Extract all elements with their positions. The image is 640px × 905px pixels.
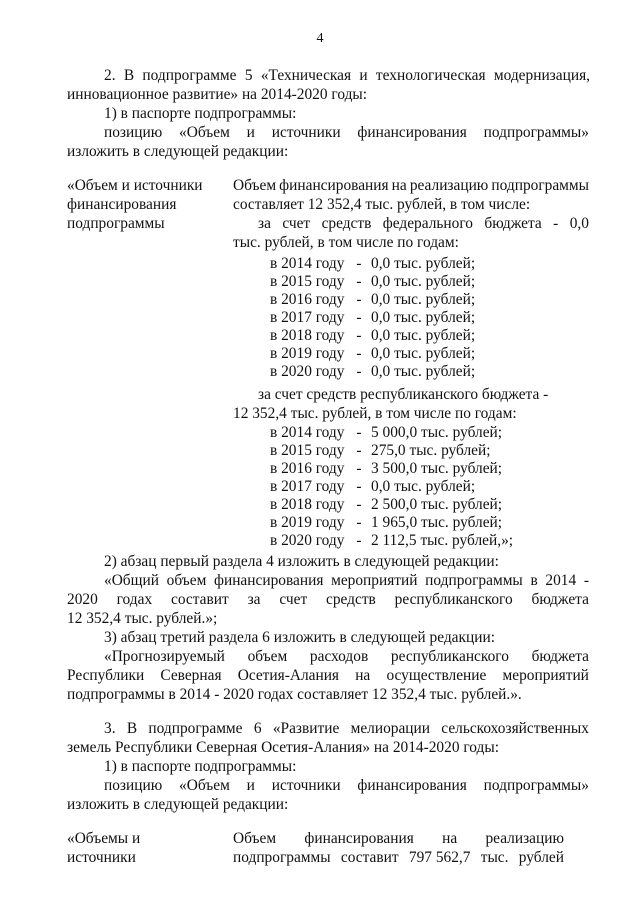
word: 6 — [253, 720, 262, 737]
word: «Объем — [179, 124, 230, 141]
word: финансирования — [357, 777, 467, 794]
word: мелиорации — [350, 720, 430, 737]
financing-amount: 0,0 тыс. рублей; — [371, 291, 476, 308]
section2-heading — [104, 67, 590, 85]
word: «Развитие — [272, 720, 340, 737]
word: объем — [247, 648, 288, 665]
word: технологическая — [375, 67, 486, 84]
financing-dash: - — [356, 291, 362, 308]
word: бюджета — [484, 215, 542, 232]
passport-label-line: источники — [67, 849, 136, 866]
financing-amount: 5 000,0 тыс. рублей; — [371, 424, 503, 441]
financing-amount: 275,0 тыс. рублей; — [371, 442, 491, 459]
word: модернизация, — [493, 67, 590, 84]
financing-dash: - — [356, 514, 362, 531]
word: на — [391, 177, 407, 194]
passport-label-line: «Объем и источники — [67, 177, 203, 194]
section2-item2: 2) абзац первый раздела 4 изложить в следующей редакции: — [104, 553, 499, 570]
page-number: 4 — [316, 31, 324, 46]
word: источники — [271, 777, 341, 794]
financing-year: в 2017 году — [270, 478, 345, 495]
word: подпрограммы — [425, 572, 523, 589]
word: 3. — [104, 720, 116, 737]
word: за — [247, 591, 261, 608]
word: - — [583, 572, 589, 589]
financing-year-row — [270, 345, 475, 363]
financing-year: в 2015 году — [270, 273, 345, 290]
word: осуществление — [386, 667, 487, 684]
financing-year-row — [270, 496, 502, 514]
word: бюджета — [531, 591, 589, 608]
word: объем — [166, 572, 207, 589]
financing-year-row — [270, 514, 502, 532]
financing-year-row — [270, 291, 475, 309]
quote1-line — [104, 572, 589, 590]
section3-total-financing-cont — [233, 849, 564, 867]
word: подпрограммы — [491, 177, 589, 194]
word: реализацию — [409, 177, 489, 194]
word: Северная — [160, 667, 222, 684]
word: федерального — [382, 215, 473, 232]
word: Республики — [67, 667, 145, 684]
word: финансирования — [357, 124, 467, 141]
financing-amount: 0,0 тыс. рублей; — [371, 327, 476, 344]
quote2-line — [104, 648, 589, 666]
financing-amount: 0,0 тыс. рублей; — [371, 255, 476, 272]
financing-year: в 2020 году — [270, 363, 345, 380]
financing-dash: - — [356, 273, 362, 290]
section2-heading-cont: инновационное развитие» на 2014-2020 годы: — [67, 86, 368, 103]
section3-position — [104, 777, 589, 795]
financing-amount: 0,0 тыс. рублей; — [371, 478, 476, 495]
word: и — [246, 124, 255, 141]
quote1-line — [67, 591, 589, 609]
quote1-line: 12 352,4 тыс. рублей.»; — [67, 610, 218, 627]
financing-year-row — [270, 273, 475, 291]
word: - — [553, 215, 559, 232]
financing-dash: - — [356, 345, 362, 362]
financing-year: в 2018 году — [270, 496, 345, 513]
financing-year-row — [270, 363, 475, 381]
financing-dash: - — [356, 255, 362, 272]
financing-year: в 2015 году — [270, 442, 345, 459]
financing-year: в 2014 году — [270, 255, 345, 272]
financing-dash: - — [356, 363, 362, 380]
section3-total-financing — [233, 830, 564, 848]
section3-heading-cont: земель Республики Северная Осетия-Алания» на 2014-2020 годы: — [67, 739, 499, 756]
financing-dash: - — [356, 309, 362, 326]
word: Осетия-Алания — [237, 667, 340, 684]
word: бюджета — [531, 648, 589, 665]
financing-year-row — [270, 442, 491, 460]
word: «Общий — [104, 572, 159, 589]
passport-label-line: «Объемы и — [67, 830, 141, 847]
financing-year-row — [270, 327, 475, 345]
financing-year-row — [270, 460, 502, 478]
word: на — [442, 830, 458, 847]
word: подпрограмме — [142, 67, 237, 84]
section2-item1: 1) в паспорте подпрограммы: — [104, 105, 297, 122]
financing-year-row — [270, 478, 475, 496]
word: 2014 — [545, 572, 577, 589]
republic-budget: за счет средств республиканского бюджета - — [258, 386, 549, 403]
financing-amount: 0,0 тыс. рублей; — [371, 345, 476, 362]
word: мероприятий — [331, 572, 418, 589]
word: Объем — [233, 177, 277, 194]
financing-year-row — [270, 532, 513, 550]
financing-dash: - — [356, 424, 362, 441]
total-financing-cont: составляет 12 352,4 тыс. рублей, в том числе: — [233, 196, 531, 213]
financing-amount: 2 112,5 тыс. рублей,»; — [371, 532, 514, 549]
republic-budget-cont: 12 352,4 тыс. рублей, в том числе по годам: — [233, 405, 517, 422]
word: источники — [271, 124, 341, 141]
word: рублей — [518, 849, 564, 866]
financing-year: в 2018 году — [270, 327, 345, 344]
word: 2. — [104, 67, 116, 84]
word: в — [530, 572, 538, 589]
financing-amount: 1 965,0 тыс. рублей; — [371, 514, 503, 531]
word: подпрограммы» — [483, 124, 589, 141]
financing-year-row — [270, 424, 502, 442]
word: 5 — [244, 67, 253, 84]
section3-heading — [104, 720, 589, 738]
financing-amount: 0,0 тыс. рублей; — [371, 273, 476, 290]
quote2-line — [67, 667, 589, 685]
word: подпрограммы» — [483, 777, 589, 794]
financing-year: в 2017 году — [270, 309, 345, 326]
word: подпрограммы — [233, 849, 331, 866]
passport-label-line: финансирования — [67, 196, 177, 213]
word: республиканского — [390, 648, 509, 665]
word: счет — [282, 215, 311, 232]
section3-position-cont: изложить в следующей редакции: — [67, 796, 289, 813]
federal-budget-cont: тыс. рублей, в том числе по годам: — [233, 234, 459, 251]
word: составит — [340, 849, 399, 866]
financing-year-row — [270, 309, 475, 327]
word: позицию — [104, 777, 163, 794]
passport-label-line: подпрограммы — [67, 215, 165, 232]
word: подпрограмме — [148, 720, 243, 737]
financing-year: в 2014 году — [270, 424, 345, 441]
financing-year-row — [270, 255, 475, 273]
word: счет — [279, 591, 308, 608]
financing-year: в 2016 году — [270, 460, 345, 477]
word: 0,0 — [569, 215, 589, 232]
financing-year: в 2016 году — [270, 291, 345, 308]
word: сельскохозяйственных — [441, 720, 589, 737]
word: средств — [326, 591, 376, 608]
total-financing — [233, 177, 589, 195]
financing-amount: 2 500,0 тыс. рублей; — [371, 496, 503, 513]
word: средств — [321, 215, 372, 232]
word: «Техническая — [260, 67, 352, 84]
word: финансирования — [279, 177, 389, 194]
financing-dash: - — [356, 478, 362, 495]
word: «Прогнозируемый — [104, 648, 225, 665]
quote2-line: подпрограммы в 2014 - 2020 годах составляет 12 352,4 тыс. рублей.». — [67, 686, 522, 703]
financing-dash: - — [356, 532, 362, 549]
word: финансирования — [304, 830, 414, 847]
word: реализацию — [485, 830, 564, 847]
word: республиканского — [394, 591, 513, 608]
word: на — [355, 667, 371, 684]
word: В — [126, 720, 138, 737]
financing-amount: 3 500,0 тыс. рублей; — [371, 460, 503, 477]
word: за — [258, 215, 271, 232]
section2-position-cont: изложить в следующей редакции: — [67, 143, 289, 160]
word: Объем — [233, 830, 277, 847]
word: мероприятий — [502, 667, 589, 684]
word: и — [359, 67, 368, 84]
financing-year: в 2019 году — [270, 345, 345, 362]
financing-amount: 0,0 тыс. рублей; — [371, 309, 476, 326]
financing-dash: - — [356, 442, 362, 459]
word: и — [246, 777, 255, 794]
financing-dash: - — [356, 496, 362, 513]
federal-budget — [258, 215, 589, 233]
word: В — [123, 67, 135, 84]
word: расходов — [309, 648, 369, 665]
financing-amount: 0,0 тыс. рублей; — [371, 363, 476, 380]
word: 2020 — [67, 591, 98, 608]
word: 797 562,7 — [408, 849, 471, 866]
word: составит — [171, 591, 229, 608]
financing-year: в 2019 году — [270, 514, 345, 531]
financing-dash: - — [356, 460, 362, 477]
word: тыс. — [480, 849, 509, 866]
section2-item3: 3) абзац третий раздела 6 изложить в следующей редакции: — [104, 629, 495, 646]
financing-year: в 2020 году — [270, 532, 345, 549]
word: финансирования — [213, 572, 324, 589]
word: позицию — [104, 124, 163, 141]
word: «Объем — [179, 777, 230, 794]
financing-dash: - — [356, 327, 362, 344]
section2-position — [104, 124, 589, 142]
section3-item1: 1) в паспорте подпрограммы: — [104, 758, 297, 775]
word: годах — [116, 591, 153, 608]
